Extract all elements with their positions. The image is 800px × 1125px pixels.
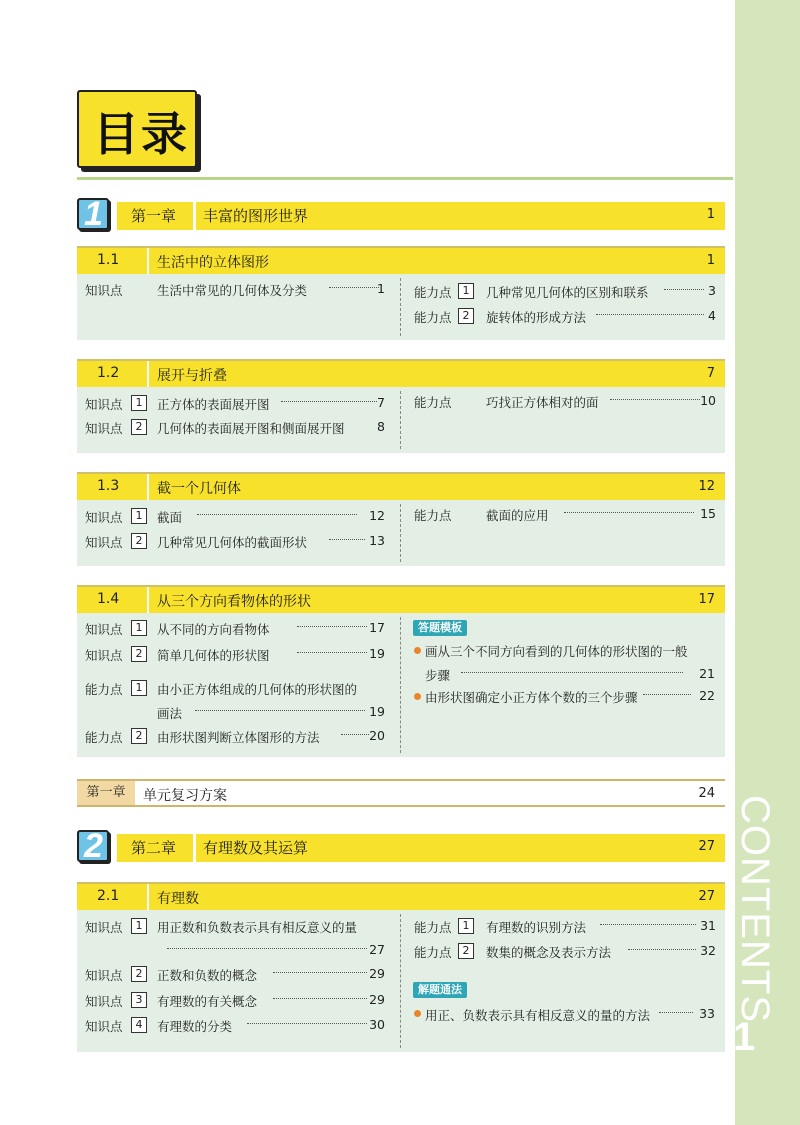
toc-entry[interactable]: 知识点 2 简单几何体的形状图 19 (85, 646, 385, 663)
section-1-3 (77, 472, 725, 566)
review-label: 第一章 (77, 781, 135, 805)
chapter-name: 丰富的图形世界 (203, 207, 309, 225)
chapter-1-row[interactable] (77, 195, 725, 233)
toc-entry[interactable]: 知识点 1 从不同的方向看物体 17 (85, 620, 385, 637)
chapter-badge: 1 (77, 198, 109, 230)
toc-entry[interactable]: 能力点 巧找正方体相对的面 10 (414, 393, 716, 410)
contents-word: CONTENTS (733, 795, 777, 1023)
heading-rule (77, 177, 733, 180)
chapter-2-row[interactable] (77, 827, 725, 865)
toc-entry[interactable]: 知识点 1 正方体的表面展开图 7 (85, 395, 385, 412)
toc-entry[interactable]: 能力点 截面的应用 15 (414, 506, 716, 523)
bullet-icon (414, 693, 421, 700)
chapter-label: 第二章 (131, 839, 177, 857)
toc-entry[interactable]: 能力点 2 数集的概念及表示方法 32 (414, 943, 716, 960)
section-header[interactable] (77, 246, 725, 274)
section-1-2 (77, 359, 725, 453)
chapter-bar (117, 834, 725, 862)
toc-entry[interactable]: 知识点 1 截面 12 (85, 508, 385, 525)
section-page: 1 (706, 253, 715, 268)
section-header[interactable]: 1.3 截一个几何体 12 (77, 472, 725, 500)
chapter-badge: 2 (77, 830, 109, 862)
answer-template-tag: 答题模板 (413, 620, 467, 636)
solution-method-tag: 解题通法 (413, 982, 467, 998)
review-name: 单元复习方案 (143, 788, 227, 804)
section-title: 生活中的立体图形 (157, 255, 269, 271)
toc-entry-continued[interactable]: 画法 19 (157, 704, 385, 721)
toc-entry[interactable]: 能力点 1 几种常见几何体的区别和联系 3 (414, 283, 716, 300)
toc-entry[interactable]: 由形状图确定小正方体个数的三个步骤 22 (425, 688, 715, 705)
toc-entry[interactable]: 画从三个不同方向看到的几何体的形状图的一般 (425, 644, 688, 659)
chapter-label: 第一章 (131, 207, 177, 225)
section-header[interactable]: 1.2 展开与折叠 7 (77, 359, 725, 387)
chapter-page: 27 (698, 839, 715, 854)
chapter-name: 有理数及其运算 (203, 839, 309, 857)
toc-entry[interactable]: 用正、负数表示具有相反意义的量的方法 33 (425, 1006, 715, 1023)
toc-heading-box (77, 90, 197, 168)
section-1-1 (77, 246, 725, 340)
section-header[interactable]: 2.1 有理数 27 (77, 882, 725, 910)
bullet-icon (414, 1010, 421, 1017)
toc-entry[interactable]: 知识点 2 几种常见几何体的截面形状 13 (85, 533, 385, 550)
section-2-1 (77, 882, 725, 1052)
toc-entry[interactable]: 能力点 1 有理数的识别方法 31 (414, 918, 716, 935)
section-1-4 (77, 585, 725, 757)
toc-entry[interactable]: 能力点 1 由小正方体组成的几何体的形状图的 (85, 681, 358, 697)
toc-entry[interactable]: 知识点 4 有理数的分类 30 (85, 1017, 385, 1034)
toc-entry[interactable]: 知识点 生活中常见的几何体及分类 1 (85, 281, 385, 298)
toc-entry[interactable]: 知识点 2 正数和负数的概念 29 (85, 966, 385, 983)
toc-entry-continued[interactable]: 27 (85, 942, 390, 962)
toc-entry[interactable]: 能力点 2 旋转体的形成方法 4 (414, 308, 716, 325)
section-number: 1.1 (97, 252, 120, 268)
toc-entry[interactable]: 知识点 1 用正数和负数表示具有相反意义的量 (85, 919, 358, 935)
chapter-review-row[interactable] (77, 779, 725, 807)
section-header[interactable]: 1.4 从三个方向看物体的形状 17 (77, 585, 725, 613)
chapter-page: 1 (706, 207, 715, 222)
toc-entry-continued[interactable]: 步骤 21 (425, 666, 715, 683)
chapter-bar (117, 202, 725, 230)
toc-entry[interactable]: 知识点 3 有理数的有关概念 29 (85, 992, 385, 1009)
review-page: 24 (698, 786, 715, 801)
toc-entry[interactable]: 能力点 2 由形状图判断立体图形的方法 20 (85, 728, 385, 745)
toc-entry[interactable]: 知识点 2 几何体的表面展开图和侧面展开图 8 (85, 419, 385, 436)
bullet-icon (414, 647, 421, 654)
page-number: 1 (733, 1015, 756, 1059)
toc-heading: 目录 (93, 107, 189, 161)
